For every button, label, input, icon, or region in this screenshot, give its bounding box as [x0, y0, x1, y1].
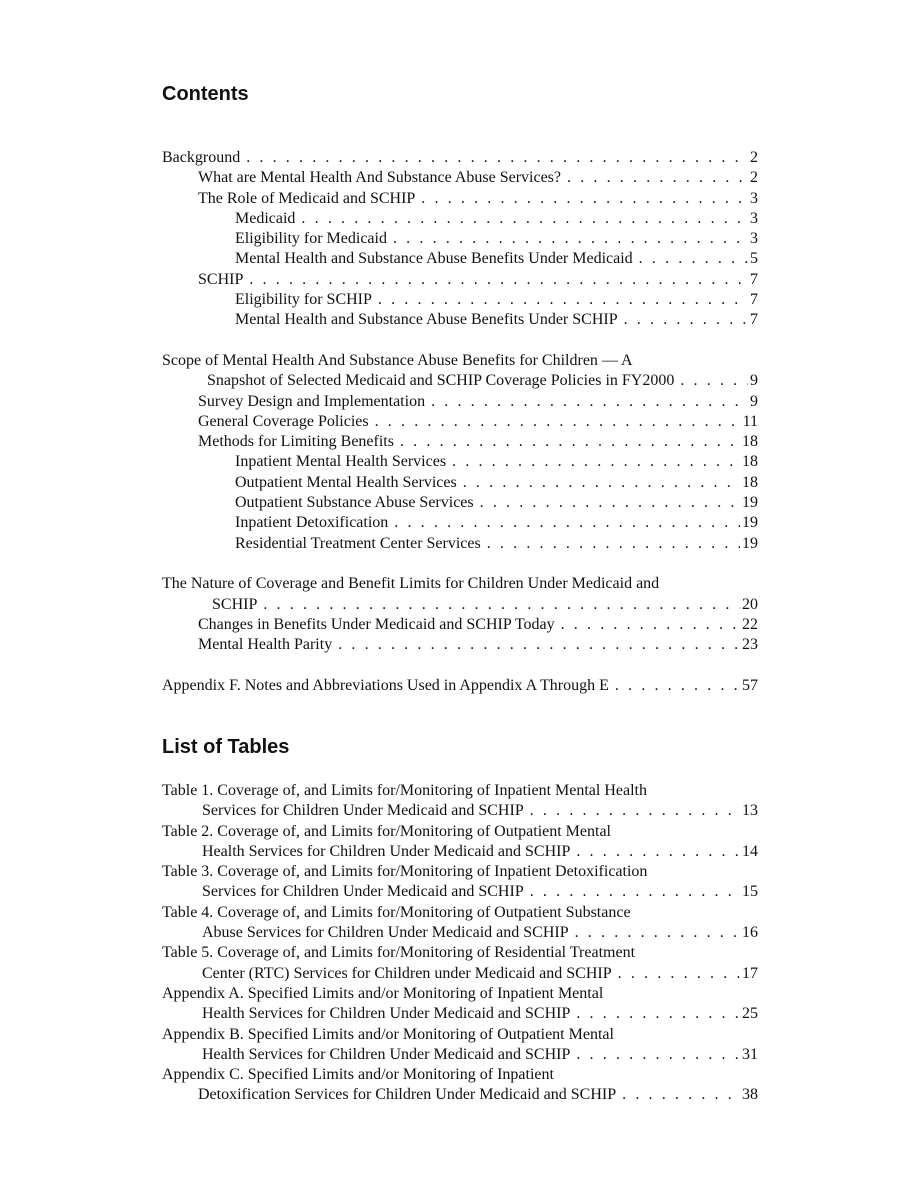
appendix-entry-a-line2[interactable]	[162, 1004, 758, 1024]
appendix-entry-c-line2[interactable]	[162, 1085, 758, 1105]
table-entry-title: Health Services for Children Under Medicaid and SCHIP	[202, 1005, 571, 1023]
toc-entry-medicaid[interactable]	[162, 209, 758, 229]
toc-entry-page: 7	[750, 311, 758, 329]
table-entry-page: 16	[742, 924, 758, 942]
table-entry-page: 31	[742, 1045, 758, 1063]
toc-entry-title: Inpatient Detoxification	[235, 514, 389, 532]
dot-leader	[378, 290, 748, 310]
toc-entry-page: 9	[750, 392, 758, 410]
dot-leader	[615, 676, 740, 696]
table-entry-title: Table 2. Coverage of, and Limits for/Monitoring of Outpatient Mental	[162, 822, 611, 840]
table-entry-title: Appendix C. Specified Limits and/or Monitoring of Inpatient	[162, 1066, 554, 1084]
table-entry-title: Table 5. Coverage of, and Limits for/Monitoring of Residential Treatment	[162, 944, 636, 962]
table-entry-page: 25	[742, 1005, 758, 1023]
toc-entry-inpatient-mh[interactable]	[162, 452, 758, 472]
toc-entry-benefits-under-schip[interactable]	[162, 310, 758, 330]
table-entry-page: 38	[742, 1086, 758, 1104]
dot-leader	[338, 635, 740, 655]
dot-leader	[624, 310, 748, 330]
toc-entry-inpatient-detox[interactable]	[162, 513, 758, 533]
toc-entry-page: 18	[742, 473, 758, 491]
toc-entry-methods-limiting[interactable]	[162, 432, 758, 452]
table-entry-page: 13	[742, 802, 758, 820]
dot-leader	[530, 801, 740, 821]
table-entry-title: Detoxification Services for Children Under Medicaid and SCHIP	[198, 1086, 617, 1104]
toc-entry-nature-line1[interactable]	[162, 574, 758, 594]
toc-entry-page: 23	[742, 636, 758, 654]
table-entry-title: Health Services for Children Under Medicaid and SCHIP	[202, 842, 571, 860]
toc-entry-page: 5	[750, 250, 758, 268]
table-entry-title: Abuse Services for Children Under Medicaid and SCHIP	[202, 924, 569, 942]
table-entry-title: Services for Children Under Medicaid and SCHIP	[202, 802, 524, 820]
spacer	[162, 331, 758, 351]
toc-entry-title: Outpatient Mental Health Services	[235, 473, 457, 491]
table-entry-3-line1[interactable]	[162, 862, 758, 882]
table-entry-2-line2[interactable]	[162, 842, 758, 862]
dot-leader	[263, 595, 740, 615]
toc-entry-page: 3	[750, 189, 758, 207]
dot-leader	[575, 923, 740, 943]
table-entry-5-line2[interactable]	[162, 964, 758, 984]
toc-entry-page: 22	[742, 615, 758, 633]
toc-entry-title: SCHIP	[212, 595, 258, 613]
dot-leader	[246, 148, 748, 168]
dot-leader	[576, 1004, 740, 1024]
toc-entry-page: 20	[742, 595, 758, 613]
table-entry-4-line1[interactable]	[162, 903, 758, 923]
toc-entry-role-of-medicaid-schip[interactable]	[162, 189, 758, 209]
toc-entry-title: Mental Health and Substance Abuse Benefits Under SCHIP	[235, 311, 618, 329]
toc-entry-page: 19	[742, 494, 758, 512]
dot-leader	[421, 189, 748, 209]
appendix-entry-a-line1[interactable]	[162, 984, 758, 1004]
toc-entry-title: Scope of Mental Health And Substance Abuse Benefits for Children — A	[162, 351, 633, 369]
dot-leader	[622, 1085, 740, 1105]
dot-leader	[567, 168, 748, 188]
toc-entry-what-are-services[interactable]	[162, 168, 758, 188]
toc-entry-background[interactable]	[162, 148, 758, 168]
toc-entry-title: Background	[162, 149, 241, 166]
toc-entry-mh-parity[interactable]	[162, 635, 758, 655]
spacer	[162, 554, 758, 574]
dot-leader	[480, 493, 740, 513]
toc-entry-page: 57	[742, 676, 758, 694]
dot-leader	[576, 842, 740, 862]
toc-entry-title: Medicaid	[235, 209, 296, 227]
dot-leader	[680, 371, 748, 391]
table-entry-page: 17	[742, 964, 758, 982]
toc-entry-title: Survey Design and Implementation	[198, 392, 426, 410]
toc-entry-page: 11	[742, 412, 758, 430]
toc-entry-outpatient-sa[interactable]	[162, 493, 758, 513]
spacer	[162, 655, 758, 675]
toc-entry-title: Appendix F. Notes and Abbreviations Used in Appendix A Through E	[162, 676, 609, 694]
contents-list	[162, 148, 758, 696]
toc-entry-title: What are Mental Health And Substance Abuse Services?	[198, 169, 561, 187]
table-entry-title: Table 1. Coverage of, and Limits for/Monitoring of Inpatient Mental Health	[162, 782, 647, 799]
dot-leader	[249, 270, 748, 290]
toc-entry-title: Residential Treatment Center Services	[235, 534, 481, 552]
dot-leader	[301, 209, 748, 229]
table-entry-2-line1[interactable]	[162, 822, 758, 842]
dot-leader	[400, 432, 740, 452]
toc-entry-title: Eligibility for Medicaid	[235, 230, 387, 248]
dot-leader	[618, 964, 740, 984]
toc-entry-general-coverage[interactable]	[162, 412, 758, 432]
dot-leader	[576, 1045, 740, 1065]
toc-entry-title: The Role of Medicaid and SCHIP	[198, 189, 416, 207]
toc-entry-scope-line1[interactable]	[162, 351, 758, 371]
toc-entry-page: 9	[750, 372, 758, 390]
toc-entry-page: 2	[750, 149, 758, 166]
dot-leader	[393, 229, 748, 249]
toc-entry-appendix-f[interactable]	[162, 676, 758, 696]
toc-entry-page: 19	[742, 534, 758, 552]
table-entry-title: Appendix A. Specified Limits and/or Monitoring of Inpatient Mental	[162, 984, 604, 1002]
table-entry-title: Appendix B. Specified Limits and/or Monitoring of Outpatient Mental	[162, 1025, 614, 1043]
table-entry-3-line2[interactable]	[162, 882, 758, 902]
table-entry-page: 14	[742, 842, 758, 860]
toc-entry-nature-line2[interactable]	[162, 595, 758, 615]
appendix-entry-c-line1[interactable]	[162, 1065, 758, 1085]
dot-leader	[394, 513, 740, 533]
dot-leader	[431, 392, 748, 412]
toc-entry-survey-design[interactable]	[162, 392, 758, 412]
toc-entry-title: Snapshot of Selected Medicaid and SCHIP Coverage Policies in FY2000	[207, 372, 675, 390]
appendix-entry-b-line2[interactable]	[162, 1045, 758, 1065]
toc-entry-title: Inpatient Mental Health Services	[235, 453, 447, 471]
dot-leader	[639, 249, 748, 269]
appendix-entry-b-line1[interactable]	[162, 1025, 758, 1045]
toc-entry-page: 2	[750, 169, 758, 187]
toc-entry-title: General Coverage Policies	[198, 412, 369, 430]
dot-leader	[463, 473, 740, 493]
table-entry-title: Services for Children Under Medicaid and SCHIP	[202, 883, 524, 901]
table-entry-1-line2[interactable]	[162, 801, 758, 821]
toc-entry-page: 7	[750, 291, 758, 309]
dot-leader	[561, 615, 740, 635]
toc-entry-page: 18	[742, 453, 758, 471]
toc-entry-title: The Nature of Coverage and Benefit Limits for Children Under Medicaid and	[162, 575, 660, 593]
toc-entry-title: Methods for Limiting Benefits	[198, 433, 394, 451]
toc-entry-page: 3	[750, 230, 758, 248]
tables-list	[162, 781, 758, 1106]
toc-entry-title: Eligibility for SCHIP	[235, 291, 372, 309]
toc-entry-title: Outpatient Substance Abuse Services	[235, 494, 474, 512]
toc-entry-title: SCHIP	[198, 270, 244, 288]
toc-entry-eligibility-medicaid[interactable]	[162, 229, 758, 249]
toc-entry-scope-line2[interactable]	[162, 371, 758, 391]
dot-leader	[487, 534, 740, 554]
table-entry-title: Center (RTC) Services for Children under Medicaid and SCHIP	[202, 964, 612, 982]
table-entry-title: Health Services for Children Under Medicaid and SCHIP	[202, 1045, 571, 1063]
toc-entry-eligibility-schip[interactable]	[162, 290, 758, 310]
table-entry-title: Table 3. Coverage of, and Limits for/Monitoring of Inpatient Detoxification	[162, 863, 648, 881]
dot-leader	[530, 882, 740, 902]
toc-entry-title: Changes in Benefits Under Medicaid and SCHIP Today	[198, 615, 555, 633]
table-entry-5-line1[interactable]	[162, 943, 758, 963]
dot-leader	[375, 412, 741, 432]
table-entry-title: Table 4. Coverage of, and Limits for/Monitoring of Outpatient Substance	[162, 903, 631, 921]
toc-entry-title: Mental Health and Substance Abuse Benefits Under Medicaid	[235, 250, 633, 268]
toc-entry-title: Mental Health Parity	[198, 636, 333, 654]
toc-entry-page: 7	[750, 270, 758, 288]
toc-entry-rtc-services[interactable]	[162, 534, 758, 554]
list-of-tables-heading: List of Tables	[162, 736, 290, 758]
toc-entry-benefits-under-medicaid[interactable]	[162, 249, 758, 269]
table-entry-1-line1[interactable]	[162, 781, 758, 801]
toc-entry-page: 3	[750, 209, 758, 227]
toc-entry-schip[interactable]	[162, 270, 758, 290]
toc-entry-page: 19	[742, 514, 758, 532]
toc-entry-changes-benefits[interactable]	[162, 615, 758, 635]
toc-entry-page: 18	[742, 433, 758, 451]
table-entry-4-line2[interactable]	[162, 923, 758, 943]
contents-heading: Contents	[162, 83, 249, 105]
table-entry-page: 15	[742, 883, 758, 901]
toc-entry-outpatient-mh[interactable]	[162, 473, 758, 493]
dot-leader	[452, 452, 740, 472]
